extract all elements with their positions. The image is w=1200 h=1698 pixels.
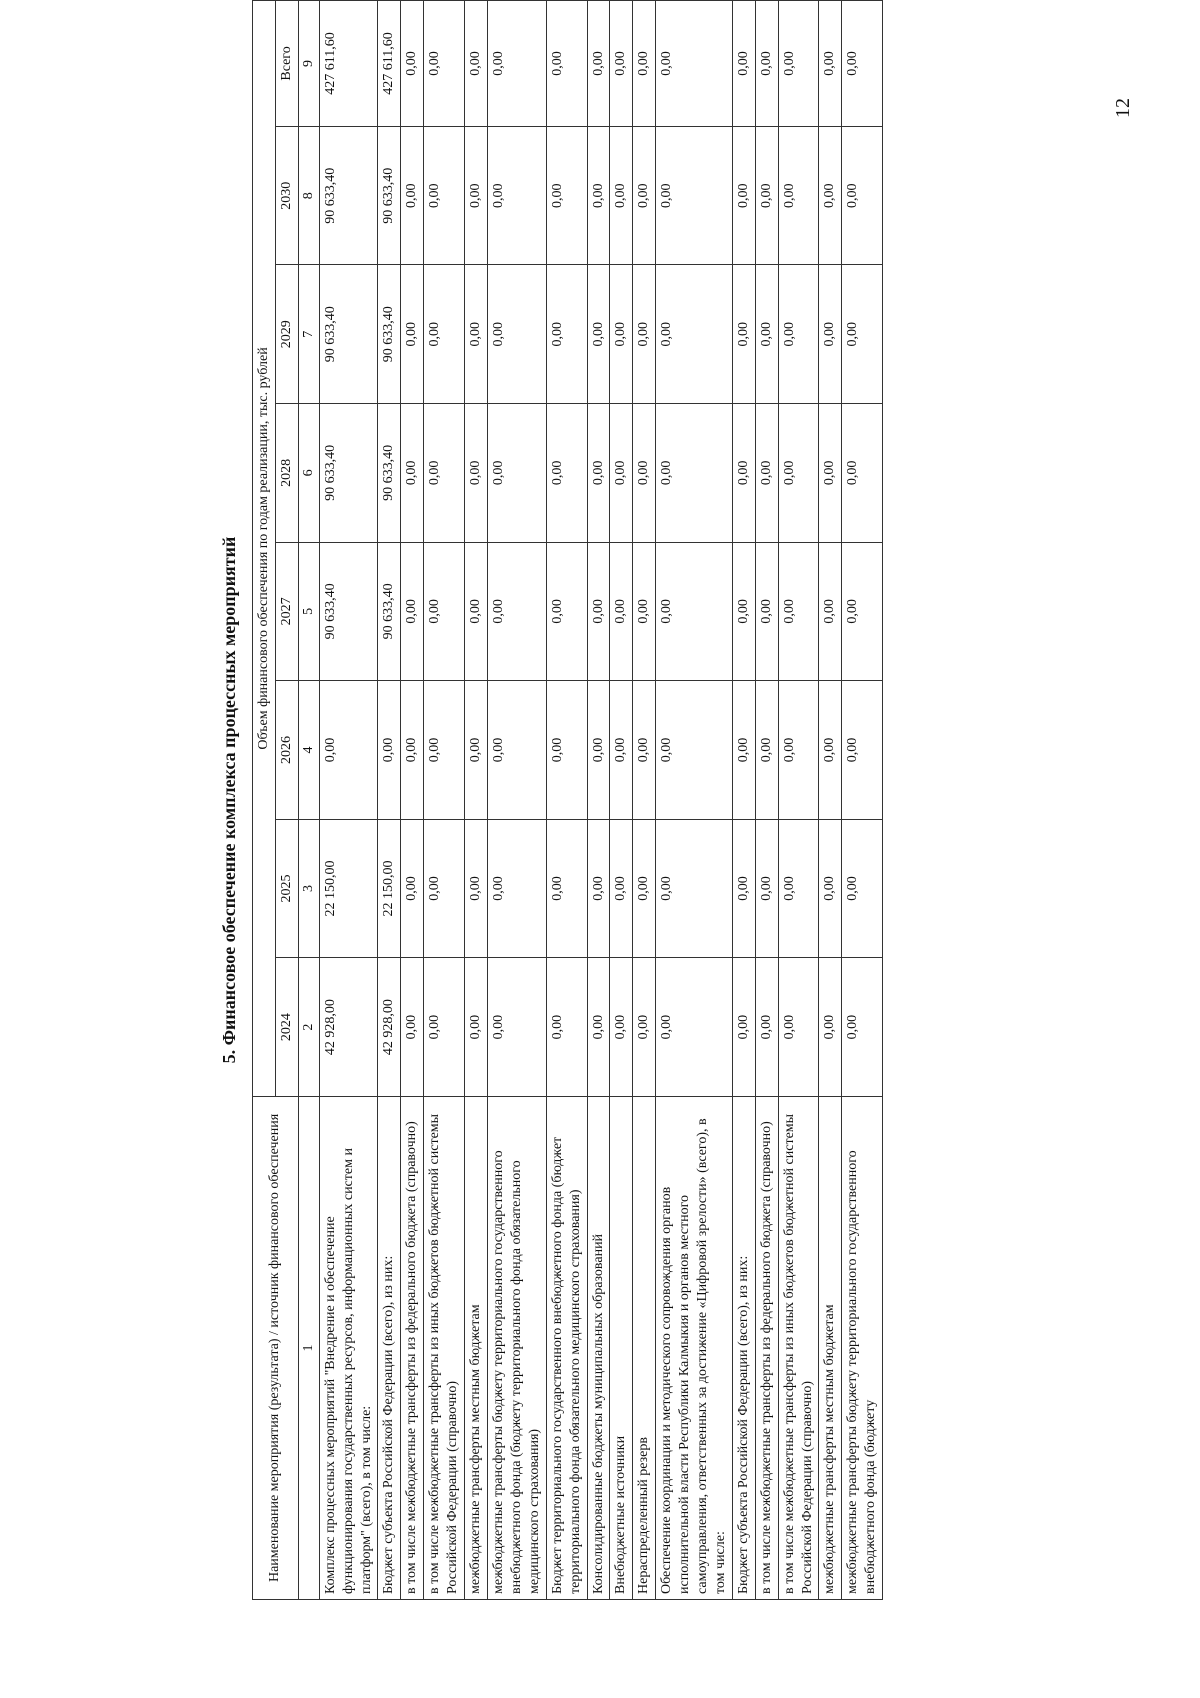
row-value: 0,00 [319, 681, 378, 820]
row-value: 0,00 [587, 265, 610, 404]
row-name: Консолидированные бюджеты муниципальных образований [587, 1096, 610, 1599]
table-row [546, 1, 587, 1600]
row-value: 0,00 [732, 681, 755, 820]
row-value: 0,00 [778, 265, 819, 404]
row-name: Бюджет субъекта Российской Федерации (всего), из них: [378, 1096, 401, 1599]
row-value: 0,00 [732, 265, 755, 404]
row-value: 0,00 [819, 265, 842, 404]
row-value: 0,00 [656, 404, 733, 543]
financing-table [252, 0, 883, 1600]
row-value: 0,00 [755, 1, 778, 127]
header-year: 2030 [275, 126, 298, 265]
row-value: 0,00 [842, 404, 883, 543]
row-value: 427 611,60 [319, 1, 378, 127]
row-value: 0,00 [755, 681, 778, 820]
row-value: 0,00 [755, 404, 778, 543]
row-value: 0,00 [842, 1, 883, 127]
header-name: Наименование мероприятия (результата) / источник финансового обеспечения [253, 1096, 299, 1599]
header-year: 2028 [275, 404, 298, 543]
row-name: межбюджетные трансферты бюджету территориального государственного внебюджетного фонда (бюджету [842, 1096, 883, 1599]
row-name: Бюджет субъекта Российской Федерации (всего), из них: [732, 1096, 755, 1599]
column-number: 6 [298, 404, 319, 543]
row-value: 0,00 [424, 1, 465, 127]
table-row [487, 1, 546, 1600]
row-value: 0,00 [610, 404, 633, 543]
row-value: 0,00 [610, 958, 633, 1097]
row-value: 0,00 [424, 958, 465, 1097]
row-value: 0,00 [401, 1, 424, 127]
row-value: 0,00 [610, 681, 633, 820]
column-number: 7 [298, 265, 319, 404]
row-name: Обеспечение координации и методического сопровождения органов исполнительной власти Республики Калмыкия и органов местного самоуправления, ответственных за достижение «Цифровой зрелости» (всего), в том числе: [656, 1096, 733, 1599]
row-value: 0,00 [587, 819, 610, 958]
row-value: 0,00 [546, 1, 587, 127]
row-value: 0,00 [424, 542, 465, 681]
table-row [842, 1, 883, 1600]
row-value: 0,00 [732, 819, 755, 958]
row-name: в том числе межбюджетные трансферты из иных бюджетов бюджетной системы Российской Федерации (справочно) [778, 1096, 819, 1599]
table-row [378, 1, 401, 1600]
header-year: Всего [275, 1, 298, 127]
row-value: 0,00 [465, 404, 488, 543]
row-value: 0,00 [487, 404, 546, 543]
row-value: 0,00 [633, 404, 656, 543]
row-value: 0,00 [587, 1, 610, 127]
row-value: 0,00 [755, 126, 778, 265]
row-value: 0,00 [755, 542, 778, 681]
row-value: 0,00 [633, 958, 656, 1097]
row-name: Нераспределенный резерв [633, 1096, 656, 1599]
row-value: 0,00 [755, 819, 778, 958]
row-value: 0,00 [656, 1, 733, 127]
column-number: 4 [298, 681, 319, 820]
row-value: 0,00 [656, 265, 733, 404]
row-value: 0,00 [465, 819, 488, 958]
row-value: 0,00 [401, 126, 424, 265]
row-value: 0,00 [819, 681, 842, 820]
table-row [424, 1, 465, 1600]
row-value: 0,00 [732, 126, 755, 265]
row-value: 0,00 [487, 819, 546, 958]
row-value: 0,00 [842, 958, 883, 1097]
row-value: 0,00 [842, 265, 883, 404]
table-row [319, 1, 378, 1600]
row-value: 0,00 [465, 542, 488, 681]
row-value: 0,00 [778, 542, 819, 681]
header-year: 2025 [275, 819, 298, 958]
row-name: межбюджетные трансферты местным бюджетам [465, 1096, 488, 1599]
row-value: 0,00 [842, 681, 883, 820]
row-value: 0,00 [656, 126, 733, 265]
row-value: 0,00 [656, 819, 733, 958]
row-value: 0,00 [610, 265, 633, 404]
row-value: 0,00 [732, 1, 755, 127]
row-value: 0,00 [819, 1, 842, 127]
row-name: межбюджетные трансферты местным бюджетам [819, 1096, 842, 1599]
row-value: 0,00 [587, 958, 610, 1097]
row-value: 0,00 [633, 1, 656, 127]
row-value: 0,00 [633, 542, 656, 681]
table-row [819, 1, 842, 1600]
row-value: 0,00 [819, 819, 842, 958]
row-value: 0,00 [610, 126, 633, 265]
table-row [610, 1, 633, 1600]
row-value: 0,00 [424, 126, 465, 265]
row-value: 0,00 [778, 681, 819, 820]
row-value: 0,00 [465, 681, 488, 820]
row-value: 0,00 [633, 819, 656, 958]
row-value: 0,00 [656, 542, 733, 681]
row-value: 90 633,40 [378, 126, 401, 265]
row-value: 0,00 [401, 265, 424, 404]
table-row [656, 1, 733, 1600]
row-value: 0,00 [656, 958, 733, 1097]
row-value: 0,00 [778, 404, 819, 543]
row-value: 0,00 [778, 1, 819, 127]
row-value: 0,00 [401, 681, 424, 820]
section-title: 5. Финансовое обеспечение комплекса процессных мероприятий [219, 536, 239, 1064]
row-value: 90 633,40 [319, 542, 378, 681]
row-value: 0,00 [732, 958, 755, 1097]
row-value: 0,00 [546, 404, 587, 543]
row-value: 0,00 [819, 404, 842, 543]
row-value: 22 150,00 [319, 819, 378, 958]
row-value: 0,00 [819, 958, 842, 1097]
table-body [319, 1, 882, 1600]
row-name: Внебюджетные источники [610, 1096, 633, 1599]
row-name: межбюджетные трансферты бюджету территориального государственного внебюджетного фонда (бюджету территориального фонда обязательного медицинского страхования) [487, 1096, 546, 1599]
row-value: 0,00 [401, 404, 424, 543]
row-value: 0,00 [546, 265, 587, 404]
row-value: 0,00 [819, 126, 842, 265]
row-value: 90 633,40 [319, 265, 378, 404]
row-value: 0,00 [401, 819, 424, 958]
row-value: 0,00 [755, 958, 778, 1097]
row-value: 0,00 [778, 819, 819, 958]
row-value: 0,00 [842, 126, 883, 265]
column-number: 2 [298, 958, 319, 1097]
column-number: 3 [298, 819, 319, 958]
row-value: 0,00 [732, 542, 755, 681]
table-row [587, 1, 610, 1600]
table-row [732, 1, 755, 1600]
row-value: 0,00 [587, 126, 610, 265]
table-row [633, 1, 656, 1600]
row-value: 0,00 [546, 681, 587, 820]
table-row [465, 1, 488, 1600]
row-name: в том числе межбюджетные трансферты из иных бюджетов бюджетной системы Российской Федерации (справочно) [424, 1096, 465, 1599]
row-value: 0,00 [587, 681, 610, 820]
row-name: в том числе межбюджетные трансферты из федерального бюджета (справочно) [401, 1096, 424, 1599]
row-value: 0,00 [487, 958, 546, 1097]
column-numbers-row [298, 1, 319, 1600]
row-value: 0,00 [465, 958, 488, 1097]
row-value: 0,00 [424, 265, 465, 404]
row-name: Комплекс процессных мероприятий "Внедрение и обеспечение функционирования государственных ресурсов, информационных систем и платформ" (всего), в том числе: [319, 1096, 378, 1599]
row-value: 0,00 [424, 819, 465, 958]
row-value: 90 633,40 [378, 404, 401, 543]
row-value: 0,00 [424, 404, 465, 543]
row-value: 0,00 [546, 542, 587, 681]
row-value: 0,00 [732, 404, 755, 543]
row-value: 0,00 [401, 958, 424, 1097]
row-value: 90 633,40 [378, 265, 401, 404]
column-number: 5 [298, 542, 319, 681]
row-value: 0,00 [633, 126, 656, 265]
row-value: 0,00 [401, 542, 424, 681]
table-row [755, 1, 778, 1600]
row-value: 0,00 [487, 542, 546, 681]
table-row [401, 1, 424, 1600]
row-value: 0,00 [842, 819, 883, 958]
header-volume-group: Объем финансового обеспечения по годам реализации, тыс. рублей [253, 1, 276, 1097]
row-value: 0,00 [465, 265, 488, 404]
row-value: 0,00 [819, 542, 842, 681]
header-year: 2024 [275, 958, 298, 1097]
row-value: 0,00 [546, 958, 587, 1097]
row-value: 90 633,40 [319, 126, 378, 265]
row-value: 0,00 [487, 265, 546, 404]
row-value: 0,00 [378, 681, 401, 820]
row-name: в том числе межбюджетные трансферты из федерального бюджета (справочно) [755, 1096, 778, 1599]
row-value: 0,00 [610, 819, 633, 958]
row-value: 0,00 [424, 681, 465, 820]
header-year: 2027 [275, 542, 298, 681]
row-value: 90 633,40 [378, 542, 401, 681]
column-number: 9 [298, 1, 319, 127]
row-value: 0,00 [465, 1, 488, 127]
row-value: 42 928,00 [378, 958, 401, 1097]
header-year: 2029 [275, 265, 298, 404]
row-value: 0,00 [610, 542, 633, 681]
row-value: 0,00 [778, 126, 819, 265]
row-value: 0,00 [487, 681, 546, 820]
row-name: Бюджет территориального государственного внебюджетного фонда (бюджет территориального фонда обязательного медицинского страхования) [546, 1096, 587, 1599]
row-value: 0,00 [546, 126, 587, 265]
row-value: 0,00 [546, 819, 587, 958]
row-value: 0,00 [755, 265, 778, 404]
row-value: 42 928,00 [319, 958, 378, 1097]
row-value: 0,00 [778, 958, 819, 1097]
row-value: 90 633,40 [319, 404, 378, 543]
row-value: 0,00 [633, 681, 656, 820]
column-number: 8 [298, 126, 319, 265]
row-value: 0,00 [487, 126, 546, 265]
row-value: 22 150,00 [378, 819, 401, 958]
row-value: 0,00 [842, 542, 883, 681]
row-value: 0,00 [633, 265, 656, 404]
row-value: 0,00 [656, 681, 733, 820]
column-number: 1 [298, 1096, 319, 1599]
table-row [778, 1, 819, 1600]
header-year: 2026 [275, 681, 298, 820]
row-value: 0,00 [610, 1, 633, 127]
row-value: 427 611,60 [378, 1, 401, 127]
row-value: 0,00 [487, 1, 546, 127]
row-value: 0,00 [465, 126, 488, 265]
row-value: 0,00 [587, 404, 610, 543]
row-value: 0,00 [587, 542, 610, 681]
page-number: 12 [1112, 98, 1134, 118]
rotated-page-content [212, 0, 1092, 1600]
